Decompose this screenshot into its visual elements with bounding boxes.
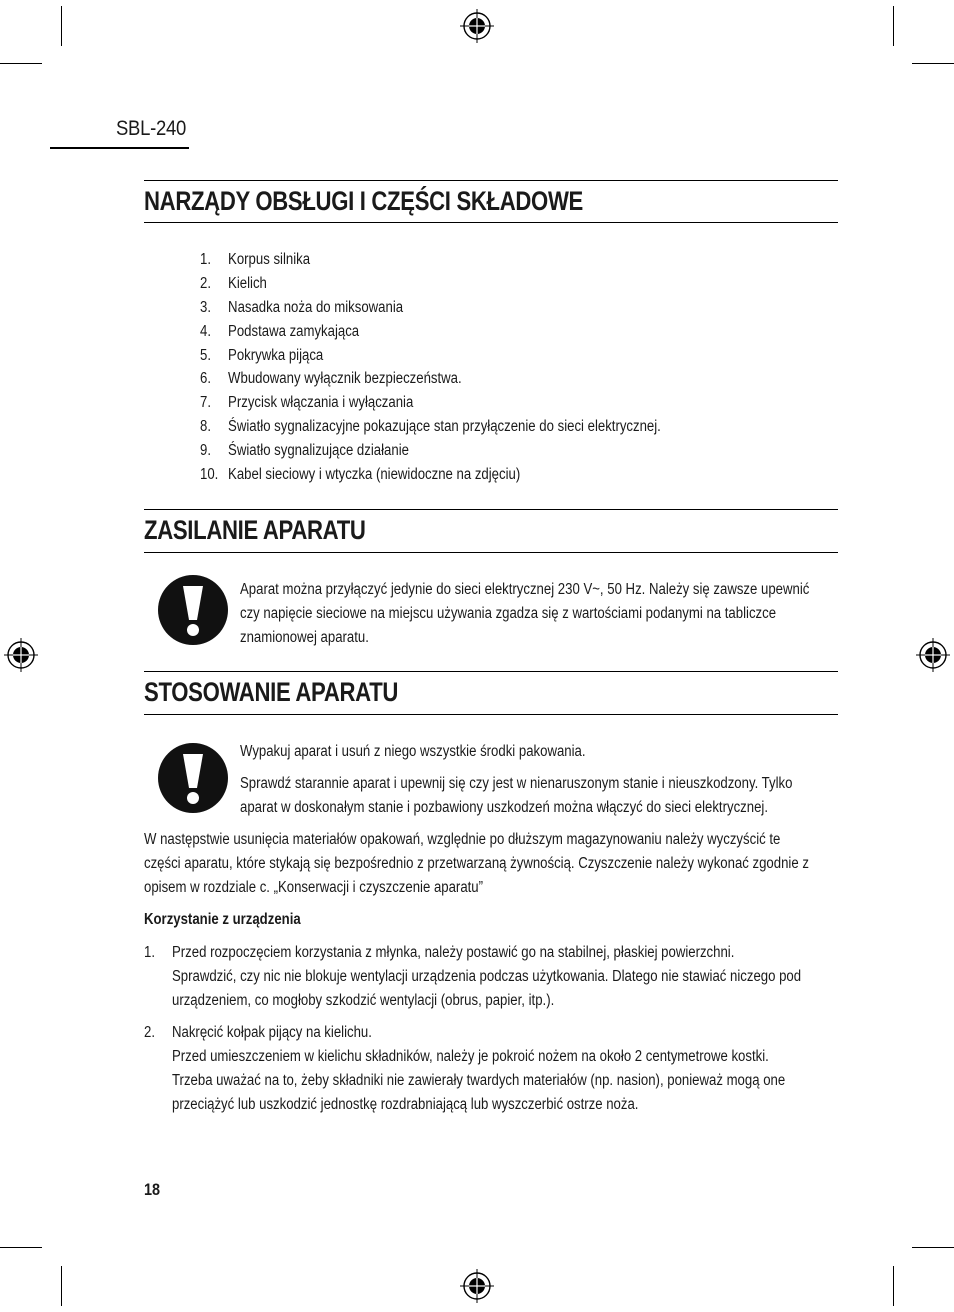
crop-mark — [893, 1266, 894, 1306]
step-number: 1. — [144, 944, 155, 961]
list-item-label: Podstawa zamykająca — [228, 322, 360, 340]
power-warning-text — [240, 578, 809, 650]
usage-subheading: Korzystanie z urządzenia — [144, 911, 301, 928]
section-title-power: ZASILANIE APARATU — [144, 515, 366, 545]
registration-mark-icon — [4, 638, 38, 672]
registration-mark-icon — [916, 638, 950, 672]
usage-warning-line1: Wypakuj aparat i usuń z niego wszystkie środki pakowania. — [240, 743, 586, 760]
text-line: Nakręcić kołpak pijący na kielichu. — [172, 1024, 372, 1041]
step-text — [172, 1021, 785, 1117]
text-line: znamionowej aparatu. — [240, 629, 369, 646]
crop-mark — [912, 1247, 954, 1248]
text-line: Przed rozpoczęciem korzystania z młynka, należy postawić go na stabilnej, płaskiej powierzchni. — [172, 944, 735, 961]
text-line: części aparatu, które stykają się bezpośrednio z przetwarzaną żywnością. Czyszczenie należy wykonać zgodnie z — [144, 855, 809, 872]
usage-warning-text — [240, 772, 792, 820]
list-item-number: 8. — [200, 418, 211, 436]
crop-mark — [893, 6, 894, 46]
model-name: SBL-240 — [116, 117, 187, 140]
list-item-number: 2. — [200, 274, 211, 292]
section-rule — [144, 552, 838, 553]
list-item-number: 3. — [200, 298, 211, 316]
list-item-label: Kabel sieciowy i wtyczka (niewidoczne na zdjęciu) — [228, 466, 521, 484]
list-item-number: 4. — [200, 322, 211, 340]
list-item-number: 9. — [200, 442, 211, 460]
section-rule — [144, 222, 838, 223]
text-line: Aparat można przyłączyć jedynie do sieci elektrycznej 230 V~, 50 Hz. Należy się zawsze upewnić — [240, 581, 810, 598]
step-text — [172, 941, 801, 1013]
list-item-label: Wbudowany wyłącznik bezpieczeństwa. — [228, 370, 462, 388]
text-line: czy napięcie sieciowe na miejscu używania zgadza się z wartościami podanymi na tabliczce — [240, 605, 777, 622]
registration-mark-icon — [460, 1269, 494, 1303]
section-rule — [144, 180, 838, 181]
registration-mark-icon — [460, 9, 494, 43]
list-item-number: 10. — [200, 466, 219, 484]
list-item-number: 1. — [200, 251, 211, 268]
text-line: opisem w rozdziale c. „Konserwacji i czyszczenie aparatu” — [144, 879, 484, 896]
list-item-label: Przycisk włączania i wyłączania — [228, 394, 414, 412]
list-item-label: Pokrywka pijąca — [228, 346, 324, 364]
list-item-label: Nasadka noża do miksowania — [228, 298, 404, 316]
text-line: aparat w doskonałym stanie i pozbawiony uszkodzeń można włączyć do sieci elektrycznej. — [240, 799, 768, 816]
section-title-parts: NARZĄDY OBSŁUGI I CZĘŚCI SKŁADOWE — [144, 186, 583, 216]
text-line: Sprawdź starannie aparat i upewnij się czy jest w nienaruszonym stanie i nieuszkodzony. Tylko — [240, 775, 793, 792]
usage-intro — [144, 828, 809, 900]
text-line: przeciążyć lub uszkodzić jednostkę rozdrabniającą lub wyszczerbić ostrze noża. — [172, 1096, 639, 1113]
list-item-label: Kielich — [228, 274, 267, 292]
crop-mark — [0, 63, 42, 64]
text-line: Trzeba uważać na to, żeby składniki nie zawierały twardych materiałów (np. nasion), ponieważ mogą one — [172, 1072, 786, 1089]
text-line: W następstwie usunięcia materiałów opakowań, względnie po dłuższym magazynowaniu należy wyczyścić te — [144, 831, 781, 848]
crop-mark — [0, 1247, 42, 1248]
text-line: Przed umieszczeniem w kielichu składników, należy je pokroić nożem na około 2 centymetrowe kostki. — [172, 1048, 769, 1065]
exclamation-circle-icon — [158, 743, 228, 813]
text-line: Sprawdzić, czy nic nie blokuje wentylacji urządzenia podczas użytkowania. Dlatego nie stawiać niczego pod — [172, 968, 802, 985]
step-number: 2. — [144, 1024, 155, 1041]
section-rule — [144, 714, 838, 715]
section-rule — [144, 509, 838, 510]
crop-mark — [912, 63, 954, 64]
header-rule — [50, 147, 189, 149]
list-item-number: 6. — [200, 370, 211, 388]
exclamation-circle-icon — [158, 575, 228, 645]
list-item-label: Światło sygnalizujące działanie — [228, 442, 409, 460]
section-rule — [144, 671, 838, 672]
list-item-number: 5. — [200, 346, 211, 364]
list-item-label: Światło sygnalizacyjne pokazujące stan przyłączenie do sieci elektrycznej. — [228, 418, 661, 436]
list-item-label: Korpus silnika — [228, 251, 311, 268]
section-title-usage: STOSOWANIE APARATU — [144, 677, 399, 707]
page-number: 18 — [144, 1180, 161, 1199]
text-line: urządzeniem, co mogłoby szkodzić wentylacji (obrus, papier, itp.). — [172, 992, 555, 1009]
crop-mark — [61, 6, 62, 46]
list-item-number: 7. — [200, 394, 211, 412]
crop-mark — [61, 1266, 62, 1306]
